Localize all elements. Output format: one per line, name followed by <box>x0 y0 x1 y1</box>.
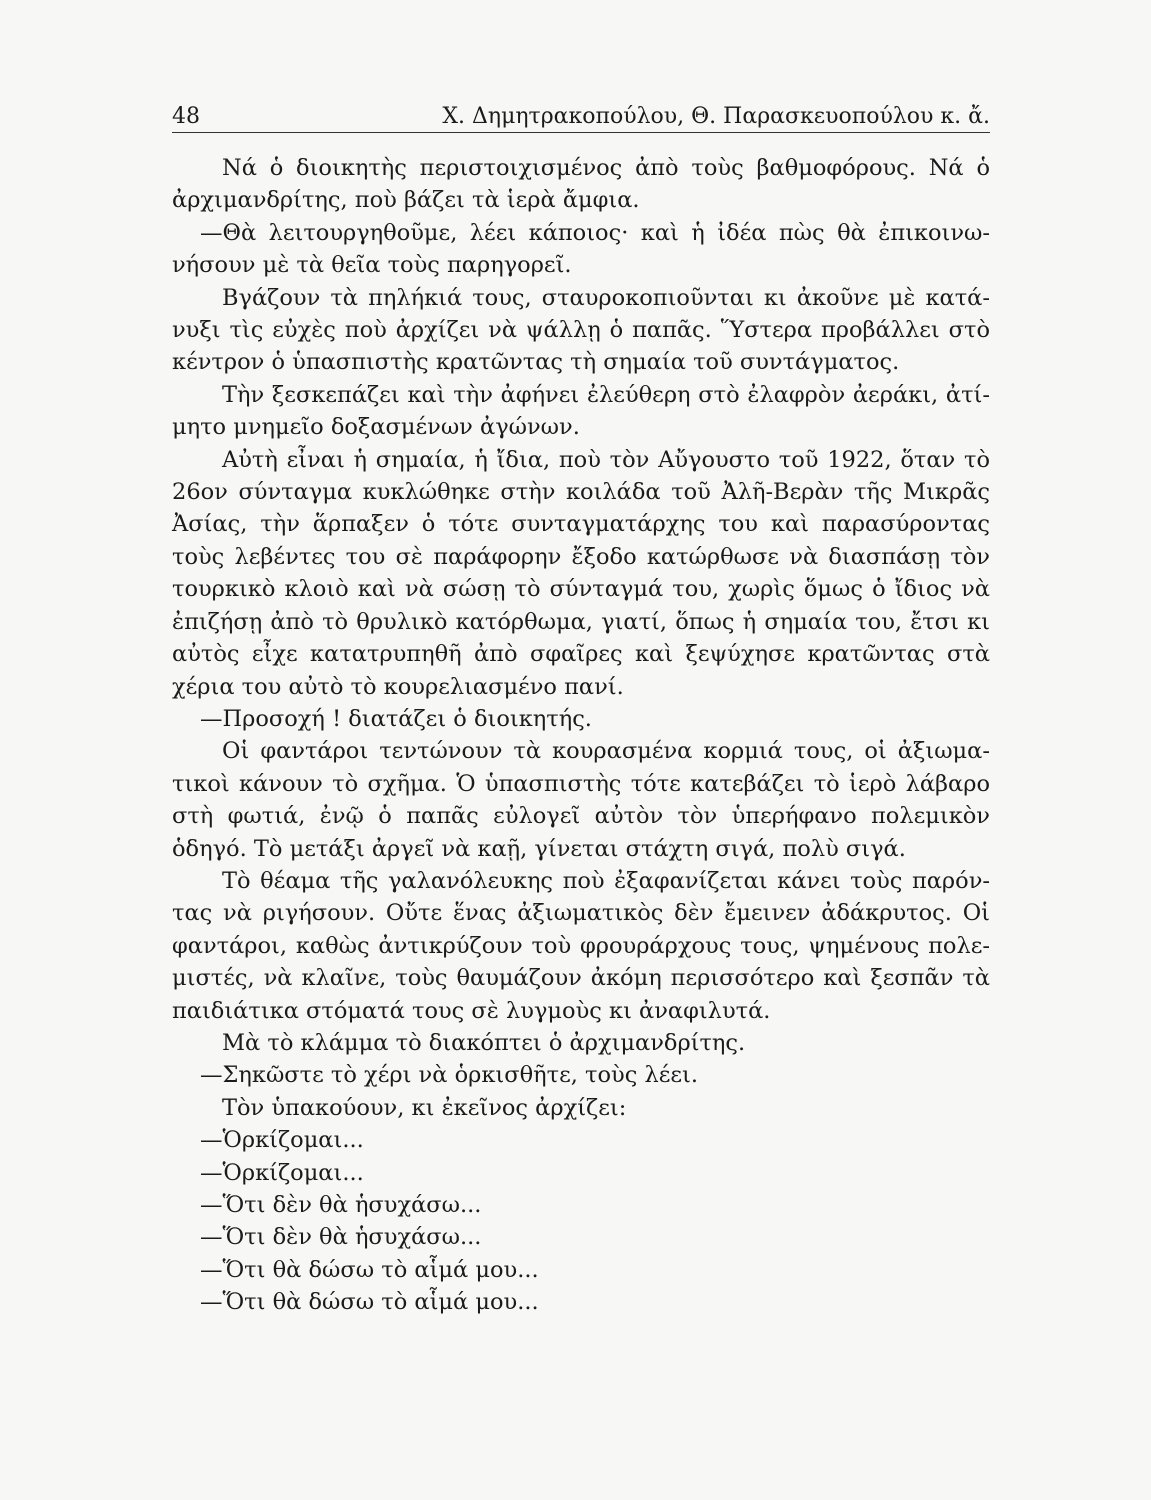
paragraph: Αὐτὴ εἶναι ἡ σημαία, ἡ ἴδια, ποὺ τὸν Αὔγουστο τοῦ 1922, ὅταν τὸ 26ον σύνταγμα κυκλώθηκε στὴν κοιλάδα τοῦ Ἀλῆ-Βερὰν τῆς Μικρᾶς Ἀσίας, τὴν ἅρπαξεν ὁ τότε συνταγματάρχης του καὶ παρασύροντας τοὺς λεβέντες του σὲ παράφορην ἔξοδο κατώρθωσε νὰ διασπάσῃ τὸν τουρκικὸ κλοιὸ καὶ νὰ σώσῃ τὸ σύνταγμά του, χωρὶς ὅμως ὁ ἴδιος νὰ ἐπιζήσῃ ἀπὸ τὸ θρυλικὸ κατόρθωμα, γιατί, ὅπως ἡ σημαία του, ἔτσι κι αὐτὸς εἶχε κατατρυπηθῆ ἀπὸ σφαῖρες καὶ ξεψύχησε κρατῶντας στὰ χέρια του αὐτὸ τὸ κουρελιασμένο πανί. <box>172 446 990 700</box>
page-number: 48 <box>172 104 200 129</box>
paragraph: Βγάζουν τὰ πηλήκιά τους, σταυροκοπιοῦνται κι ἀκοῦνε μὲ κατάνυξι τὶς εὐχὲς ποὺ ἀρχίζει νὰ ψάλλῃ ὁ παπᾶς. Ὕστερα προβάλλει στὸ κέντρον ὁ ὑπασπιστὴς κρατῶντας τὴ σημαία τοῦ συντάγματος. <box>172 284 990 376</box>
paragraph: Τὴν ξεσκεπάζει καὶ τὴν ἀφήνει ἐλεύθερη στὸ ἐλαφρὸν ἀεράκι, ἀτίμητο μνημεῖο δοξασμένων ἀγώνων. <box>172 381 990 441</box>
oath-line: —Ὅτι δὲν θὰ ἡσυχάσω... <box>200 1224 482 1251</box>
body-text <box>172 152 990 1319</box>
running-head: Χ. Δημητρακοπούλου, Θ. Παρασκευοπούλου κ. ἄ. <box>442 104 990 129</box>
page-header <box>172 102 990 133</box>
oath-line: —Ὅτι θὰ δώσω τὸ αἷμά μου... <box>200 1289 539 1316</box>
dialogue-paragraph: —Προσοχή ! διατάζει ὁ διοικητής. <box>200 705 592 732</box>
oath-line: —Ὅτι θὰ δώσω τὸ αἷμά μου... <box>200 1256 539 1283</box>
dialogue-paragraph: —Θὰ λειτουργηθοῦμε, λέει κάποιος· καὶ ἡ ἰδέα πὼς θὰ ἐπικοινωνήσουν μὲ τὰ θεῖα τοὺς παρηγορεῖ. <box>172 219 990 279</box>
paragraph: Οἱ φαντάροι τεντώνουν τὰ κουρασμένα κορμιά τους, οἱ ἀξιωματικοὶ κάνουν τὸ σχῆμα. Ὁ ὑπασπιστὴς τότε κατεβάζει τὸ ἱερὸ λάβαρο στὴ φωτιά, ἐνῷ ὁ παπᾶς εὐλογεῖ αὐτὸν τὸν ὑπερήφανο πολεμικὸν ὁδηγό. Τὸ μετάξι ἀργεῖ νὰ καῇ, γίνεται στάχτη σιγά, πολὺ σιγά. <box>172 738 990 862</box>
paragraph: Μὰ τὸ κλάμμα τὸ διακόπτει ὁ ἀρχιμανδρίτης. <box>222 1029 746 1056</box>
paragraph: Τὸ θέαμα τῆς γαλανόλευκης ποὺ ἐξαφανίζεται κάνει τοὺς παρόντας νὰ ριγήσουν. Οὔτε ἕνας ἀξιωματικὸς δὲν ἔμεινεν ἀδάκρυτος. Οἱ φαντάροι, καθὼς ἀντικρύζουν τοὺ φρουράρχους τους, ψημένους πολεμιστές, νὰ κλαῖνε, τοὺς θαυμάζουν ἀκόμη περισσότερο καὶ ξεσπᾶν τὰ παιδιάτικα στόματά τους σὲ λυγμοὺς κι ἀναφιλυτά. <box>172 867 990 1024</box>
oath-line: —Ὅτι δὲν θὰ ἡσυχάσω... <box>200 1192 482 1218</box>
paragraph: Τὸν ὑπακούουν, κι ἐκεῖνος ἀρχίζει: <box>222 1094 627 1121</box>
oath-line: —Ὁρκίζομαι... <box>200 1127 364 1154</box>
paragraph: Νά ὁ διοικητὴς περιστοιχισμένος ἀπὸ τοὺς βαθμοφόρους. Νά ὁ ἀρχιμανδρίτης, ποὺ βάζει τὰ ἱερὰ ἄμφια. <box>172 155 990 214</box>
dialogue-paragraph: —Σηκῶστε τὸ χέρι νὰ ὁρκισθῆτε, τοὺς λέει. <box>200 1062 698 1089</box>
oath-line: —Ὁρκίζομαι... <box>200 1159 364 1186</box>
